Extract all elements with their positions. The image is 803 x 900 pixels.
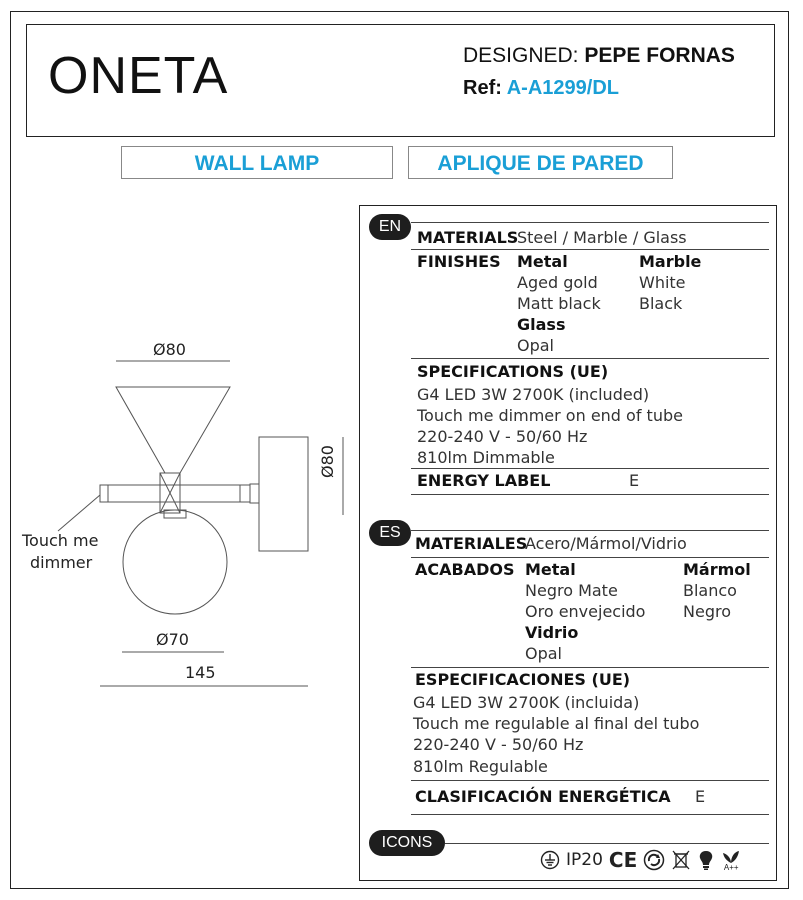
en-divider-1 xyxy=(411,249,769,250)
en-metal-2: Matt black xyxy=(517,294,601,313)
product-name: ONETA xyxy=(48,47,229,105)
es-metal-1: Negro Mate xyxy=(525,581,618,600)
dim-top-label: Ø80 xyxy=(153,340,186,359)
icons-tag: ICONS xyxy=(369,830,445,856)
en-glass-1: Opal xyxy=(517,336,554,355)
en-glass-label: Glass xyxy=(517,315,566,334)
en-divider-bottom xyxy=(411,494,769,495)
en-spec-label: SPECIFICATIONS (UE) xyxy=(417,362,609,381)
es-energy-label: CLASIFICACIÓN ENERGÉTICA xyxy=(415,787,671,806)
es-divider-bottom xyxy=(411,814,769,815)
weee-bin-icon xyxy=(671,849,691,871)
es-finishes-label: ACABADOS xyxy=(415,560,515,579)
certification-icons xyxy=(540,848,741,872)
es-metal-2: Oro envejecido xyxy=(525,602,646,621)
en-spec-4: 810lm Dimmable xyxy=(417,448,555,467)
es-divider-1 xyxy=(411,557,769,558)
dim-side-label: Ø80 xyxy=(318,445,337,478)
ce-mark-icon: CE xyxy=(608,848,638,872)
en-energy-value: E xyxy=(629,471,640,490)
callout-line2: dimmer xyxy=(30,553,93,572)
en-finishes-label: FINISHES xyxy=(417,252,501,271)
en-materials-value: Steel / Marble / Glass xyxy=(517,228,687,247)
es-materials-value: Acero/Mármol/Vidrio xyxy=(525,534,687,553)
wall-connector xyxy=(250,484,259,503)
es-divider-3 xyxy=(411,780,769,781)
en-marble-1: White xyxy=(639,273,686,292)
es-divider-top xyxy=(411,530,769,531)
en-metal-1: Aged gold xyxy=(517,273,598,292)
cone-shade xyxy=(116,387,230,473)
ground-symbol-icon xyxy=(540,850,560,870)
en-divider-3 xyxy=(411,468,769,469)
ref-code: A-A1299/DL xyxy=(506,77,619,99)
ref-label: Ref: xyxy=(463,77,502,99)
dim-globe-label: Ø70 xyxy=(156,630,189,649)
plant-energy-icon xyxy=(721,848,741,872)
es-marble-label: Mármol xyxy=(683,560,751,579)
es-glass-1: Opal xyxy=(525,644,562,663)
es-materials-label: MATERIALES xyxy=(415,534,528,553)
en-spec-2: Touch me dimmer on end of tube xyxy=(417,406,683,425)
horizontal-tube xyxy=(100,485,250,502)
en-tag: EN xyxy=(369,214,411,240)
globe-holder xyxy=(164,510,186,518)
tube-end-left xyxy=(100,485,108,502)
designed-label: DESIGNED: xyxy=(463,44,579,67)
tube-end-right xyxy=(240,485,250,502)
en-energy-label: ENERGY LABEL xyxy=(417,471,551,490)
callout-line xyxy=(58,495,100,531)
callout-line1: Touch me xyxy=(22,531,99,550)
wall-plate xyxy=(259,437,308,551)
es-spec-2: Touch me regulable al final del tubo xyxy=(413,714,700,733)
es-marble-2: Negro xyxy=(683,602,731,621)
en-metal-label: Metal xyxy=(517,252,568,271)
designer-name: PEPE FORNAS xyxy=(584,44,735,67)
es-glass-label: Vidrio xyxy=(525,623,579,642)
es-spec-4: 810lm Regulable xyxy=(413,757,548,776)
energy-class-label: A++ xyxy=(723,863,739,872)
glass-globe xyxy=(123,510,227,614)
recycle-icon xyxy=(643,849,665,871)
en-marble-2: Black xyxy=(639,294,683,313)
type-aplique-de-pared: APLIQUE DE PARED xyxy=(408,146,673,179)
icons-divider xyxy=(445,843,769,844)
es-spec-label: ESPECIFICACIONES (UE) xyxy=(415,670,631,689)
en-divider-2 xyxy=(411,358,769,359)
led-bulb-icon xyxy=(697,849,715,871)
ip-rating: IP20 xyxy=(566,850,603,870)
es-spec-1: G4 LED 3W 2700K (incluida) xyxy=(413,693,640,712)
dim-width-label: 145 xyxy=(185,663,216,682)
es-energy-value: E xyxy=(695,787,706,806)
es-spec-3: 220-240 V - 50/60 Hz xyxy=(413,735,584,754)
type-wall-lamp: WALL LAMP xyxy=(121,146,393,179)
en-spec-1: G4 LED 3W 2700K (included) xyxy=(417,385,650,404)
en-spec-3: 220-240 V - 50/60 Hz xyxy=(417,427,588,446)
es-tag: ES xyxy=(369,520,411,546)
es-marble-1: Blanco xyxy=(683,581,737,600)
es-divider-2 xyxy=(411,667,769,668)
en-divider-top xyxy=(411,222,769,223)
en-materials-label: MATERIALS xyxy=(417,228,519,247)
es-metal-label: Metal xyxy=(525,560,576,579)
en-marble-label: Marble xyxy=(639,252,702,271)
